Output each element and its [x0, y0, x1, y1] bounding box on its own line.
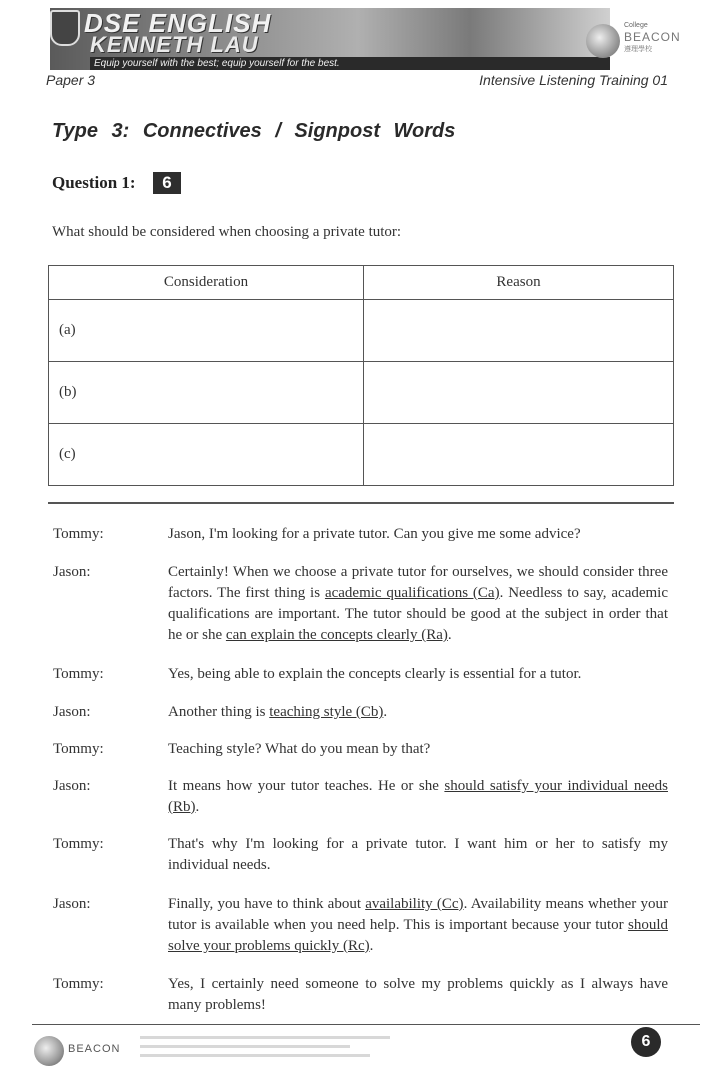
section-title: Type 3: Connectives / Signpost Words: [52, 120, 456, 142]
speaker-label: Tommy:: [53, 836, 104, 852]
speaker-label: Tommy:: [53, 741, 104, 757]
column-header-reason: Reason: [364, 266, 674, 300]
speech-text: Yes, I certainly need someone to solve my problems quickly as I always have many problems!: [168, 976, 668, 1013]
logo-small-text: College: [624, 22, 648, 29]
speech-text: Teaching style? What do you mean by that?: [168, 741, 431, 757]
speech-text: .: [447, 627, 452, 643]
underlined-answer-phrase: academic qualifications (Ca): [324, 585, 500, 601]
speaker-label: Jason:: [53, 778, 91, 794]
speech-text: Yes, being able to explain the concepts clearly is essential for a tutor.: [168, 666, 582, 682]
footer-brand: BEACON: [68, 1043, 121, 1055]
logo-chinese: 遵理學校: [624, 46, 652, 53]
question-label: Question 1:: [52, 173, 136, 192]
answer-cell-consideration[interactable]: (a): [49, 300, 364, 362]
footer-fineprint: [140, 1036, 400, 1063]
speech-line: [168, 974, 668, 1016]
table-row: [49, 300, 674, 362]
school-crest-icon: [50, 10, 80, 46]
speech-text: Jason, I'm looking for a private tutor. Can you give me some advice?: [168, 526, 581, 542]
question-prompt: What should be considered when choosing a private tutor:: [52, 224, 402, 240]
speech-text: Another thing is: [168, 704, 270, 720]
underlined-answer-phrase: should satisfy your individual needs (Rb): [168, 778, 668, 815]
page-number-badge: 6: [631, 1027, 661, 1057]
speech-line: [168, 524, 668, 545]
logo-name: BEACON: [624, 30, 681, 44]
banner-author: KENNETH LAU: [90, 32, 259, 57]
question-number-badge: 6: [153, 172, 181, 194]
banner-tagline: Equip yourself with the best; equip yourself for the best.: [90, 57, 610, 70]
banner-title: DSE ENGLISH: [84, 8, 272, 38]
footer-rule: [32, 1024, 700, 1025]
answer-cell-consideration[interactable]: (b): [49, 362, 364, 424]
speaker-label: Tommy:: [53, 526, 104, 542]
answer-cell-reason[interactable]: [364, 424, 674, 486]
underlined-answer-phrase: should solve your problems quickly (Rc): [168, 917, 668, 954]
header-banner: [50, 8, 610, 70]
speech-text: That's why I'm looking for a private tutor. I want him or her to satisfy my individual needs.: [168, 836, 668, 873]
section-divider: [48, 502, 674, 504]
speech-text: .: [383, 704, 388, 720]
speaker-label: Jason:: [53, 564, 91, 580]
speaker-label: Tommy:: [53, 976, 104, 992]
underlined-answer-phrase: can explain the concepts clearly (Ra): [225, 627, 448, 643]
speech-text: .: [369, 938, 374, 954]
beacon-college-logo: [586, 22, 682, 62]
speech-line: [168, 776, 668, 818]
speech-line: [168, 702, 668, 723]
speech-line: [168, 562, 668, 646]
speech-line: [168, 894, 668, 957]
beacon-emblem-icon: [586, 24, 620, 58]
speech-text: Certainly! When we choose a private tutor for ourselves, we should consider three factors. The first thing is: [168, 564, 668, 601]
speaker-label: Jason:: [53, 704, 91, 720]
paper-label: Paper 3: [46, 72, 96, 88]
answer-cell-consideration[interactable]: (c): [49, 424, 364, 486]
beacon-emblem-icon: [34, 1036, 64, 1066]
speaker-label: Tommy:: [53, 666, 104, 682]
answer-cell-reason[interactable]: [364, 362, 674, 424]
speech-text: . Availability means whether your tutor is available when you need help. This is important because your tutor: [168, 896, 669, 933]
underlined-answer-phrase: availability (Cc): [365, 896, 464, 912]
speech-line: [168, 739, 668, 760]
answer-cell-reason[interactable]: [364, 300, 674, 362]
column-header-consideration: Consideration: [49, 266, 364, 300]
answer-table: [48, 265, 674, 486]
series-label: Intensive Listening Training 01: [479, 72, 668, 88]
speech-text: .: [195, 799, 200, 815]
speech-text: . Needless to say, academic qualifications are important. The tutor should be good at the subject in order that he or she: [168, 585, 669, 643]
speech-text: Finally, you have to think about: [168, 896, 366, 912]
speech-line: [168, 834, 668, 876]
table-header-row: [49, 266, 674, 300]
speech-text: It means how your tutor teaches. He or she: [168, 778, 445, 794]
footer-logo: [34, 1034, 129, 1068]
speech-line: [168, 664, 668, 685]
table-row: [49, 424, 674, 486]
underlined-answer-phrase: teaching style (Cb): [269, 704, 384, 720]
speaker-label: Jason:: [53, 896, 91, 912]
table-row: [49, 362, 674, 424]
